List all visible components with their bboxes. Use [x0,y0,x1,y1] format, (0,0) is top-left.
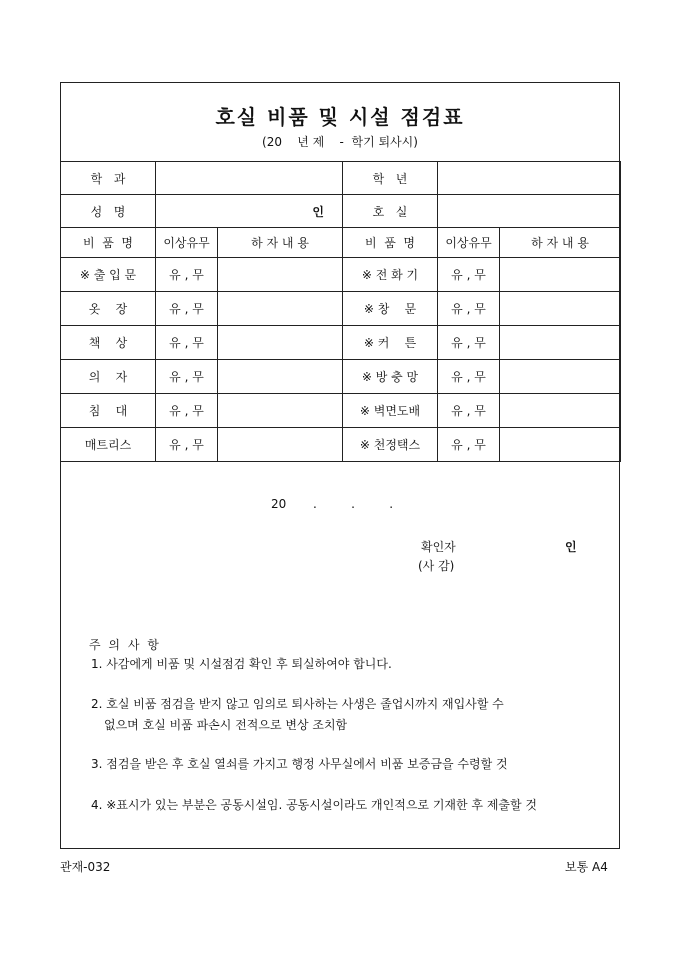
dept-label: 학 과 [61,162,156,195]
item-name: 책 상 [61,326,156,360]
paper-size: 보통 A4 [565,860,608,874]
seal-mark: 인 [312,204,324,219]
item-defect[interactable] [218,326,343,360]
confirmer-role: (사 감) [418,559,455,573]
item-name: ※ 벽면도배 [343,394,438,428]
table-row [61,258,621,292]
item-defect[interactable] [218,394,343,428]
table-row [61,326,621,360]
item-name: 의 자 [61,360,156,394]
form-title: 호실 비품 및 시설 점검표 [215,105,465,129]
name-field[interactable] [156,195,343,228]
note-2 [91,695,504,733]
item-name: ※ 출 입 문 [61,258,156,292]
note-1: 1. 사감에게 비품 및 시설점검 확인 후 퇴실하여야 합니다. [91,657,392,671]
table-row [61,394,621,428]
item-name: ※ 방 충 망 [343,360,438,394]
item-name: 매트리스 [61,428,156,462]
note-2-line-1: 2. 호실 비품 점검을 받지 않고 임의로 퇴사하는 사생은 졸업시까지 재입사할 수 [91,697,504,711]
form-code: 관재-032 [60,860,111,874]
item-status[interactable]: 유 , 무 [438,258,500,292]
item-name: 옷 장 [61,292,156,326]
item-defect[interactable] [218,360,343,394]
item-status[interactable]: 유 , 무 [156,258,218,292]
item-defect[interactable] [218,258,343,292]
col-item-left: 비 품 명 [61,228,156,258]
notes-title: 주 의 사 항 [89,638,161,652]
note-2-line-2: 없으며 호실 비품 파손시 전적으로 변상 조치함 [104,718,348,732]
item-name: ※ 커 튼 [343,326,438,360]
item-status[interactable]: 유 , 무 [156,292,218,326]
info-row-name [61,195,621,228]
item-name: 침 대 [61,394,156,428]
item-status[interactable]: 유 , 무 [438,394,500,428]
item-status[interactable]: 유 , 무 [438,326,500,360]
inspection-form [60,82,620,849]
room-label: 호 실 [343,195,438,228]
confirmer-label: 확인자 [421,540,456,554]
table-row [61,360,621,394]
item-status[interactable]: 유 , 무 [438,292,500,326]
form-subtitle: (20 년 제 - 학기 퇴사시) [262,135,418,149]
item-status[interactable]: 유 , 무 [438,360,500,394]
item-defect[interactable] [500,292,621,326]
item-defect[interactable] [500,258,621,292]
item-status[interactable]: 유 , 무 [438,428,500,462]
item-status[interactable]: 유 , 무 [156,326,218,360]
col-defect-right: 하 자 내 용 [500,228,621,258]
item-name: ※ 창 문 [343,292,438,326]
note-4: 4. ※표시가 있는 부분은 공동시설임. 공동시설이라도 개인적으로 기재한 후 제출할 것 [91,798,538,812]
inspection-table [60,161,621,462]
col-status-right: 이상유무 [438,228,500,258]
note-3: 3. 점검을 받은 후 호실 열쇠를 가지고 행정 사무실에서 비품 보증금을 수령할 것 [91,757,508,771]
col-item-right: 비 품 명 [343,228,438,258]
col-status-left: 이상유무 [156,228,218,258]
item-status[interactable]: 유 , 무 [156,360,218,394]
item-defect[interactable] [218,292,343,326]
name-label: 성 명 [61,195,156,228]
item-defect[interactable] [500,326,621,360]
room-field[interactable] [438,195,621,228]
date-line[interactable]: 20 . . . [271,497,394,511]
info-row-dept [61,162,621,195]
dept-field[interactable] [156,162,343,195]
item-defect[interactable] [500,360,621,394]
item-defect[interactable] [500,394,621,428]
table-row [61,428,621,462]
item-defect[interactable] [500,428,621,462]
item-status[interactable]: 유 , 무 [156,428,218,462]
table-row [61,292,621,326]
item-defect[interactable] [218,428,343,462]
column-header-row [61,228,621,258]
year-label: 학 년 [343,162,438,195]
col-defect-left: 하 자 내 용 [218,228,343,258]
year-field[interactable] [438,162,621,195]
item-name: ※ 전 화 기 [343,258,438,292]
item-name: ※ 천정택스 [343,428,438,462]
item-status[interactable]: 유 , 무 [156,394,218,428]
confirmer-seal: 인 [565,540,577,554]
